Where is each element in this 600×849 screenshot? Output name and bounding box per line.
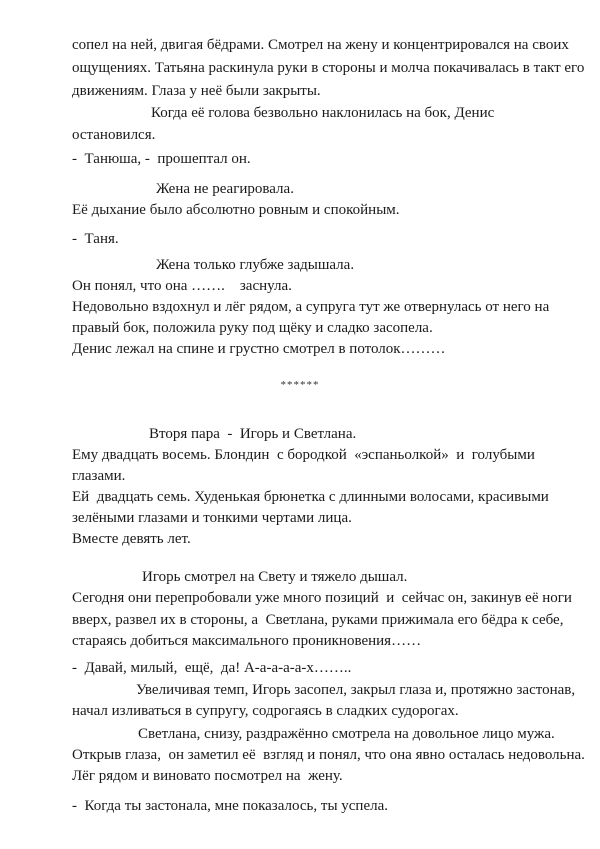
text-line: начал изливаться в супругу, содрогаясь в сладких судорогах. (72, 703, 459, 719)
text-line: ощущениях. Татьяна раскинула руки в стороны и молча покачивалась в такт его (72, 60, 585, 76)
text-line: остановился. (72, 127, 156, 143)
text-line: Недовольно вздохнул и лёг рядом, а супруга тут же отвернулась от него на (72, 299, 550, 315)
text-line: Игорь смотрел на Свету и тяжело дышал. (142, 569, 408, 585)
text-line: Денис лежал на спине и грустно смотрел в потолок……… (72, 341, 446, 357)
dialogue-line: - Таня. (72, 231, 119, 247)
text-line: Жена только глубже задышала. (156, 257, 355, 273)
dialogue-line: - Давай, милый, ещё, да! А-а-а-а-а-х…….. (72, 660, 352, 676)
text-line: Когда её голова безвольно наклонилась на бок, Денис (151, 105, 495, 121)
text-line: Ей двадцать семь. Худенькая брюнетка с длинными волосами, красивыми (72, 489, 549, 505)
text-line: вверх, развел их в стороны, а Светлана, руками прижимала его бёдра к себе, (72, 612, 564, 628)
text-line: Сегодня они перепробовали уже много позиций и сейчас он, закинув её ноги (72, 590, 572, 606)
section-separator: ****** (280, 379, 320, 391)
text-line: Светлана, снизу, раздражённо смотрела на довольное лицо мужа. (138, 726, 555, 742)
text-line: сопел на ней, двигая бёдрами. Смотрел на жену и концентрировался на своих (72, 37, 569, 53)
text-line: Он понял, что она ……. заснула. (72, 278, 292, 294)
text-line: Ему двадцать восемь. Блондин с бородкой «эспаньолкой» и голубыми (72, 447, 535, 463)
text-line: движениям. Глаза у неё были закрыты. (72, 83, 321, 99)
text-line: Лёг рядом и виновато посмотрел на жену. (72, 768, 343, 784)
text-line: глазами. (72, 468, 126, 484)
section-heading: Вторя пара - Игорь и Светлана. (149, 426, 357, 442)
text-line: Открыв глаза, он заметил её взгляд и понял, что она явно осталась недовольна. (72, 747, 585, 763)
dialogue-line: - Танюша, - прошептал он. (72, 151, 251, 167)
dialogue-line: - Когда ты застонала, мне показалось, ты успела. (72, 798, 389, 814)
text-line: Жена не реагировала. (156, 181, 294, 197)
text-line: Увеличивая темп, Игорь засопел, закрыл глаза и, протяжно застонав, (136, 682, 576, 698)
text-line: правый бок, положила руку под щёку и сладко засопела. (72, 320, 433, 336)
text-line: зелёными глазами и тонкими чертами лица. (72, 510, 352, 526)
text-line: стараясь добиться максимального проникновения…… (72, 633, 422, 649)
text-line: Её дыхание было абсолютно ровным и спокойным. (72, 202, 400, 218)
text-line: Вместе девять лет. (72, 531, 191, 547)
